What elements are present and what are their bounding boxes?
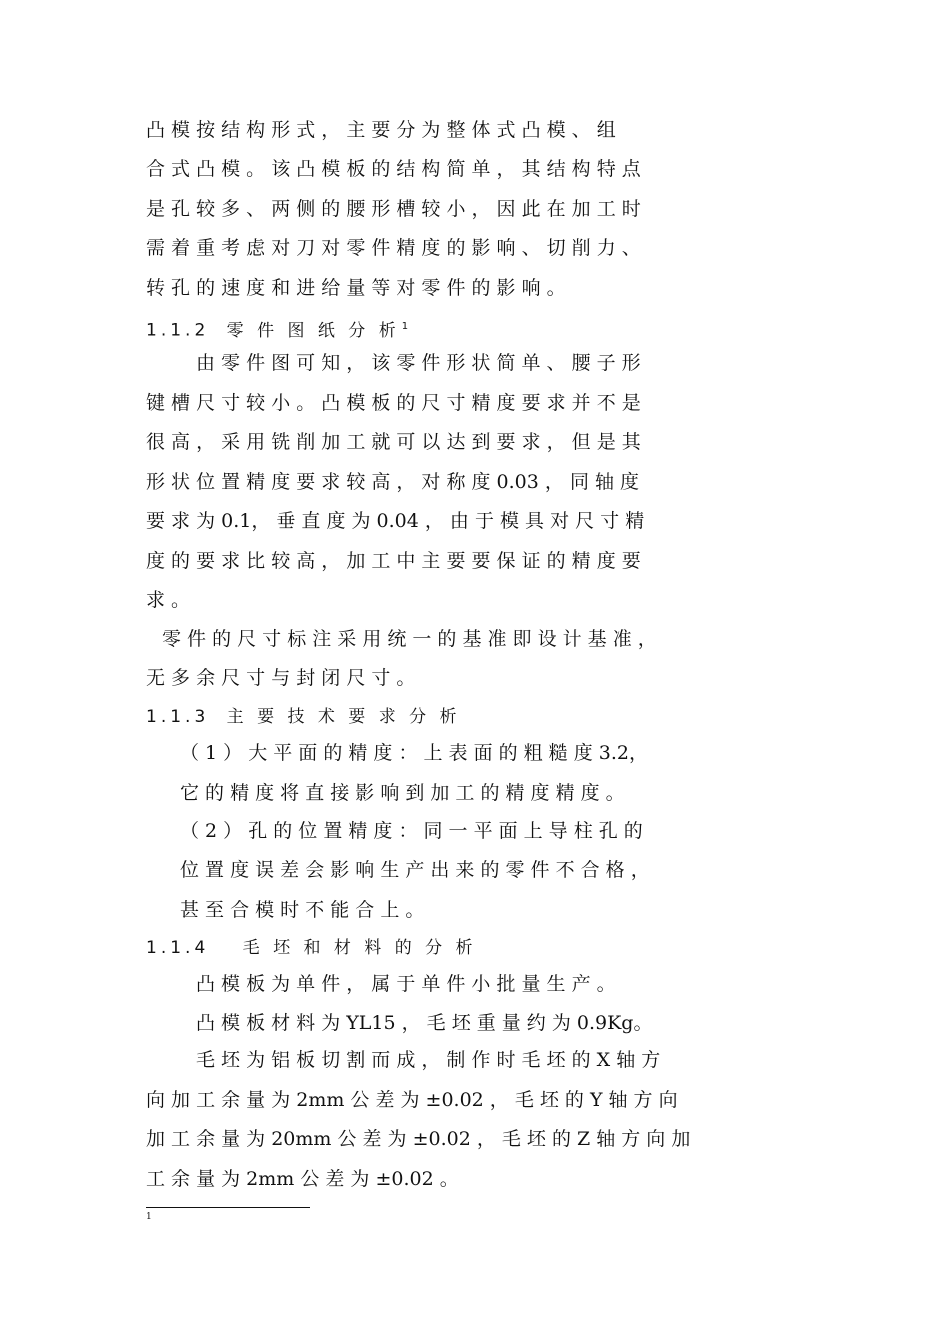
heading-title: 毛 坯 和 材 料 的 分 析	[242, 938, 477, 958]
heading-title: 主 要 技 术 要 求 分 析	[226, 707, 461, 727]
paragraph-1-line-5: 转 孔 的 速 度 和 进 给 量 等 对 零 件 的 影 响 。	[146, 277, 566, 299]
paragraph-3-line-2: 无 多 余 尺 寸 与 封 闭 尺 寸 。	[146, 667, 416, 689]
heading-number: 1.1.2	[146, 320, 210, 341]
paragraph-4-line-2: 凸 模 板 材 料 为 YL15 ， 毛 坯 重 量 约 为 0.9Kg。	[196, 1012, 653, 1034]
paragraph-5-line-3: 加 工 余 量 为 20mm 公 差 为 ±0.02 ， 毛 坯 的 Z 轴 方 向 加	[146, 1128, 691, 1150]
item-2-line-2: 位 置 度 误 差 会 影 响 生 产 出 来 的 零 件 不 合 格 ，	[180, 859, 650, 881]
footnote-reference: 1	[401, 321, 413, 332]
paragraph-3-line-1: 零 件 的 尺 寸 标 注 采 用 统 一 的 基 准 即 设 计 基 准 ，	[162, 628, 657, 650]
paragraph-1-line-1: 凸 模 按 结 构 形 式 ， 主 要 分 为 整 体 式 凸 模 、 组	[146, 119, 616, 141]
footnote-mark: 1	[146, 1212, 152, 1222]
item-2-line-3: 甚 至 合 模 时 不 能 合 上 。	[180, 899, 425, 921]
item-2-line-1: （ 2 ） 孔 的 位 置 精 度 ： 同 一 平 面 上 导 柱 孔 的	[180, 820, 643, 842]
paragraph-2-line-7: 求 。	[146, 589, 191, 611]
paragraph-1-line-4: 需 着 重 考 虑 对 刀 对 零 件 精 度 的 影 响 、 切 削 力 、	[146, 237, 641, 259]
section-heading-1-1-3	[146, 705, 461, 729]
heading-number: 1.1.3	[146, 707, 210, 727]
item-1-line-2: 它 的 精 度 将 直 接 影 响 到 加 工 的 精 度 精 度 。	[180, 782, 625, 804]
section-heading-1-1-2	[146, 315, 412, 343]
footnote-divider	[146, 1207, 310, 1208]
paragraph-2-line-5: 要 求 为 0.1， 垂 直 度 为 0.04 ， 由 于 模 具 对 尺 寸 精	[146, 510, 645, 532]
paragraph-2-line-4: 形 状 位 置 精 度 要 求 较 高 ， 对 称 度 0.03 ， 同 轴 度	[146, 471, 640, 493]
heading-number: 1.1.4	[146, 938, 210, 958]
paragraph-2-line-1: 由 零 件 图 可 知 ， 该 零 件 形 状 简 单 、 腰 子 形	[196, 352, 641, 374]
item-1-line-1: （ 1 ） 大 平 面 的 精 度 ： 上 表 面 的 粗 糙 度 3.2，	[180, 742, 648, 764]
paragraph-2-line-2: 键 槽 尺 寸 较 小 。 凸 模 板 的 尺 寸 精 度 要 求 并 不 是	[146, 392, 641, 414]
section-heading-1-1-4	[146, 936, 477, 960]
paragraph-5-line-4: 工 余 量 为 2mm 公 差 为 ±0.02 。	[146, 1168, 459, 1190]
paragraph-1-line-2: 合 式 凸 模 。 该 凸 模 板 的 结 构 简 单 ， 其 结 构 特 点	[146, 158, 641, 180]
paragraph-2-line-3: 很 高 ， 采 用 铣 削 加 工 就 可 以 达 到 要 求 ， 但 是 其	[146, 431, 641, 453]
heading-title: 零 件 图 纸 分 析	[226, 320, 400, 341]
paragraph-4-line-1: 凸 模 板 为 单 件 ， 属 于 单 件 小 批 量 生 产 。	[196, 973, 616, 995]
paragraph-5-line-1: 毛 坯 为 铝 板 切 割 而 成 ， 制 作 时 毛 坯 的 X 轴 方	[196, 1049, 661, 1071]
paragraph-5-line-2: 向 加 工 余 量 为 2mm 公 差 为 ±0.02 ， 毛 坯 的 Y 轴 方 向	[146, 1089, 678, 1111]
paragraph-2-line-6: 度 的 要 求 比 较 高 ， 加 工 中 主 要 要 保 证 的 精 度 要	[146, 550, 641, 572]
paragraph-1-line-3: 是 孔 较 多 、 两 侧 的 腰 形 槽 较 小 ， 因 此 在 加 工 时	[146, 198, 641, 220]
